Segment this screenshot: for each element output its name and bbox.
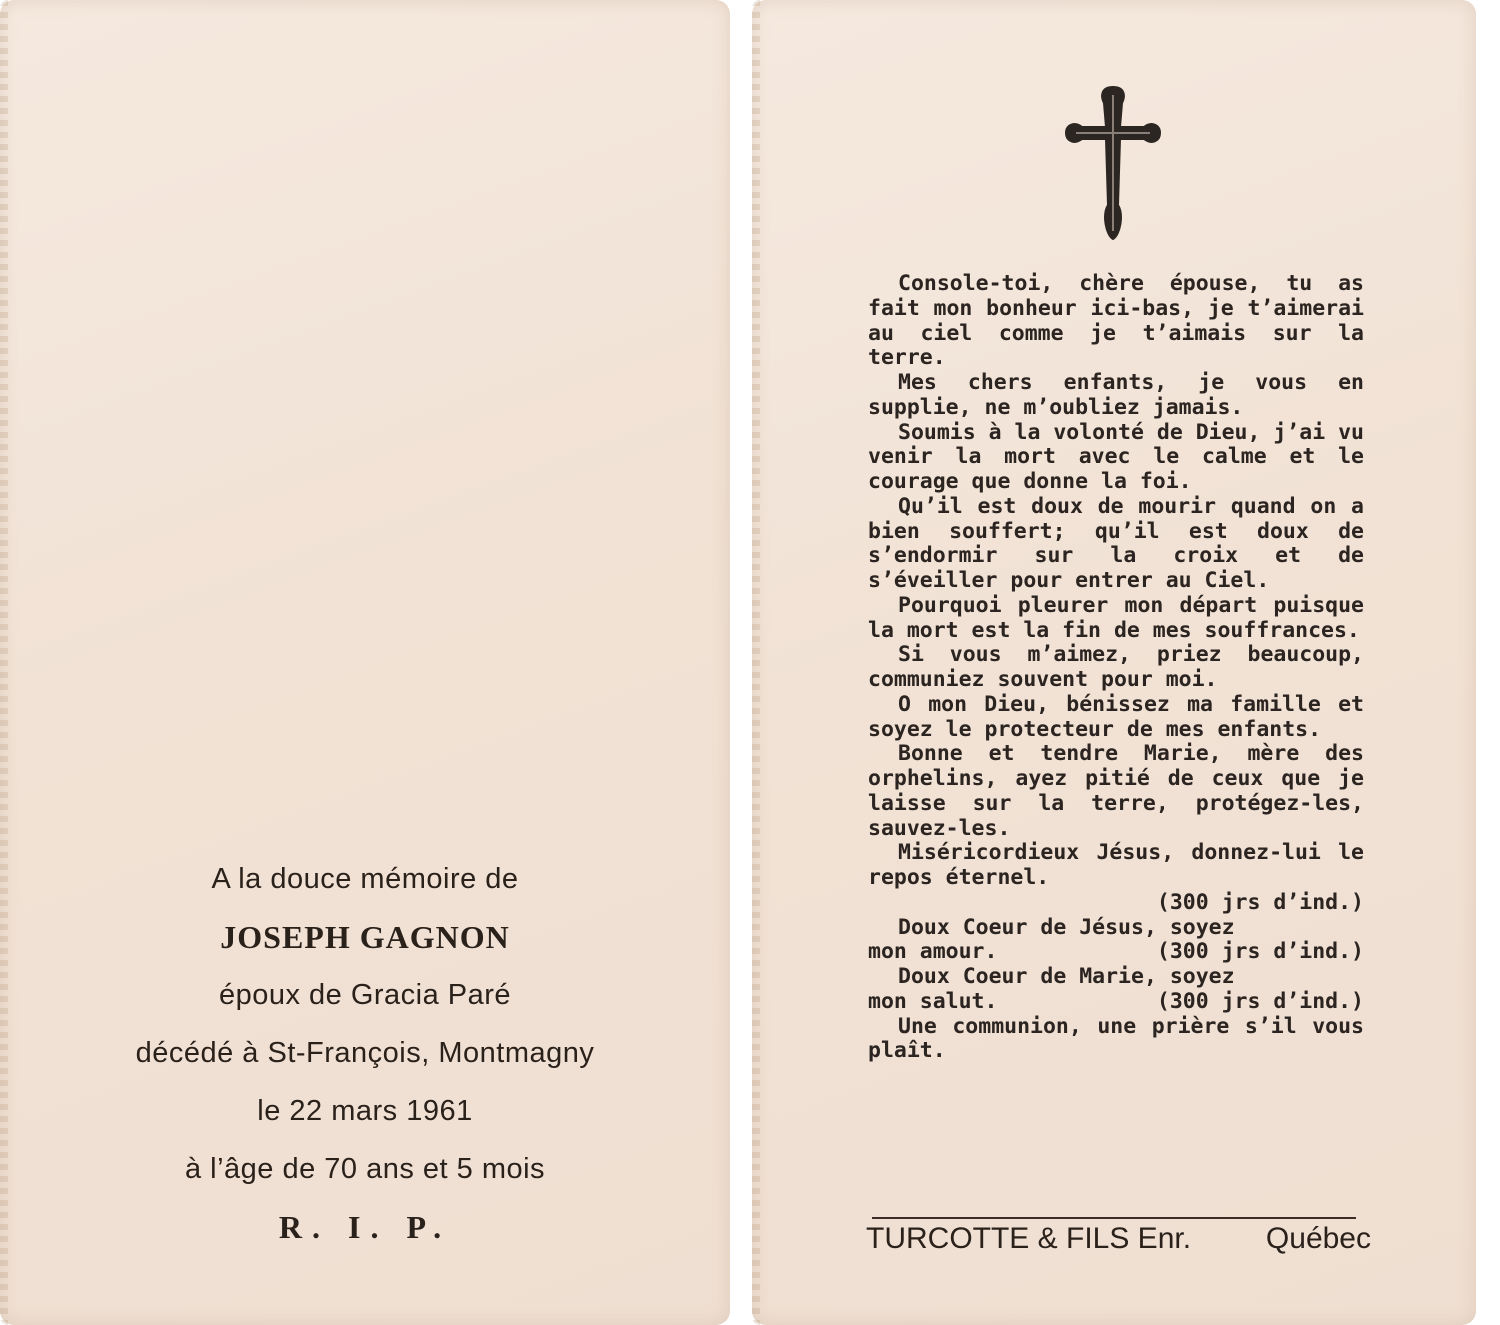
prayer-paragraph: Qu’il est doux de mourir quand on a bien souffert; qu’il est doux de s’endormir sur la croix et de s’éveiller pour entrer au Ciel. (868, 493, 1364, 593)
prayer-paragraph: Une communion, une prière s’il vous plaît. (868, 1013, 1364, 1064)
rip-inscription: R. I. P. (278, 1209, 452, 1245)
prayer-fragment: mon amour. (868, 939, 998, 965)
prayer-paragraph: Pourquoi pleurer mon départ puisque la mort est la fin de mes souffrances. (868, 592, 1364, 643)
deceased-name: JOSEPH GAGNON (220, 919, 510, 955)
indulgence-note: (300 jrs d’ind.) (1156, 939, 1364, 965)
prayer-row (868, 990, 1364, 1015)
age-line: à l’âge de 70 ans et 5 mois (184, 1153, 546, 1185)
prayer-paragraph: Bonne et tendre Marie, mère des orphelins, ayez pitié de ceux que je laisse sur la terre, protégez-les, sauvez-les. (868, 741, 1364, 841)
memorial-text-block (0, 850, 730, 1256)
prayer-paragraph: Doux Coeur de Marie, soyez (898, 964, 1235, 989)
prayer-paragraph: Mes chers enfants, je vous en supplie, ne m’oubliez jamais. (868, 370, 1364, 420)
prayer-paragraph: Console-toi, chère épouse, tu as fait mon bonheur ici-bas, je t’aimerai au ciel comme je t’aimais sur la terre. (868, 271, 1364, 371)
portrait-photo (185, 160, 565, 780)
prayer-paragraph: Soumis à la volonté de Dieu, j’ai vu venir la mort avec le calme et le courage que donne la foi. (868, 419, 1364, 494)
prayer-text (868, 272, 1364, 1064)
prayer-row (868, 940, 1364, 965)
prayer-paragraph: Miséricordieux Jésus, donnez-lui le repos éternel. (868, 840, 1364, 890)
indulgence-note: (300 jrs d’ind.) (1156, 889, 1364, 915)
prayer-paragraph: O mon Dieu, bénissez ma famille et soyez le protecteur de mes enfants. (868, 691, 1364, 742)
memorial-dedication: A la douce mémoire de (211, 863, 519, 895)
death-date-line: le 22 mars 1961 (257, 1095, 473, 1127)
prayer-paragraph: Doux Coeur de Jésus, soyez (898, 914, 1235, 940)
cross-icon (1062, 85, 1164, 241)
divider-rule (872, 1217, 1356, 1219)
death-place-line: décédé à St-François, Montmagny (135, 1037, 595, 1069)
prayer-paragraph: Si vous m’aimez, priez beaucoup, communiez souvent pour moi. (868, 642, 1364, 692)
printer-imprint (866, 1222, 1371, 1256)
printer-name: TURCOTTE & FILS Enr. (866, 1222, 1192, 1255)
prayer-fragment: mon salut. (868, 988, 998, 1014)
spouse-line: époux de Gracia Paré (218, 979, 512, 1011)
indulgence-note: (300 jrs d’ind.) (1156, 988, 1364, 1014)
printer-city: Québec (1265, 1222, 1371, 1255)
memorial-card-front (0, 0, 730, 1325)
